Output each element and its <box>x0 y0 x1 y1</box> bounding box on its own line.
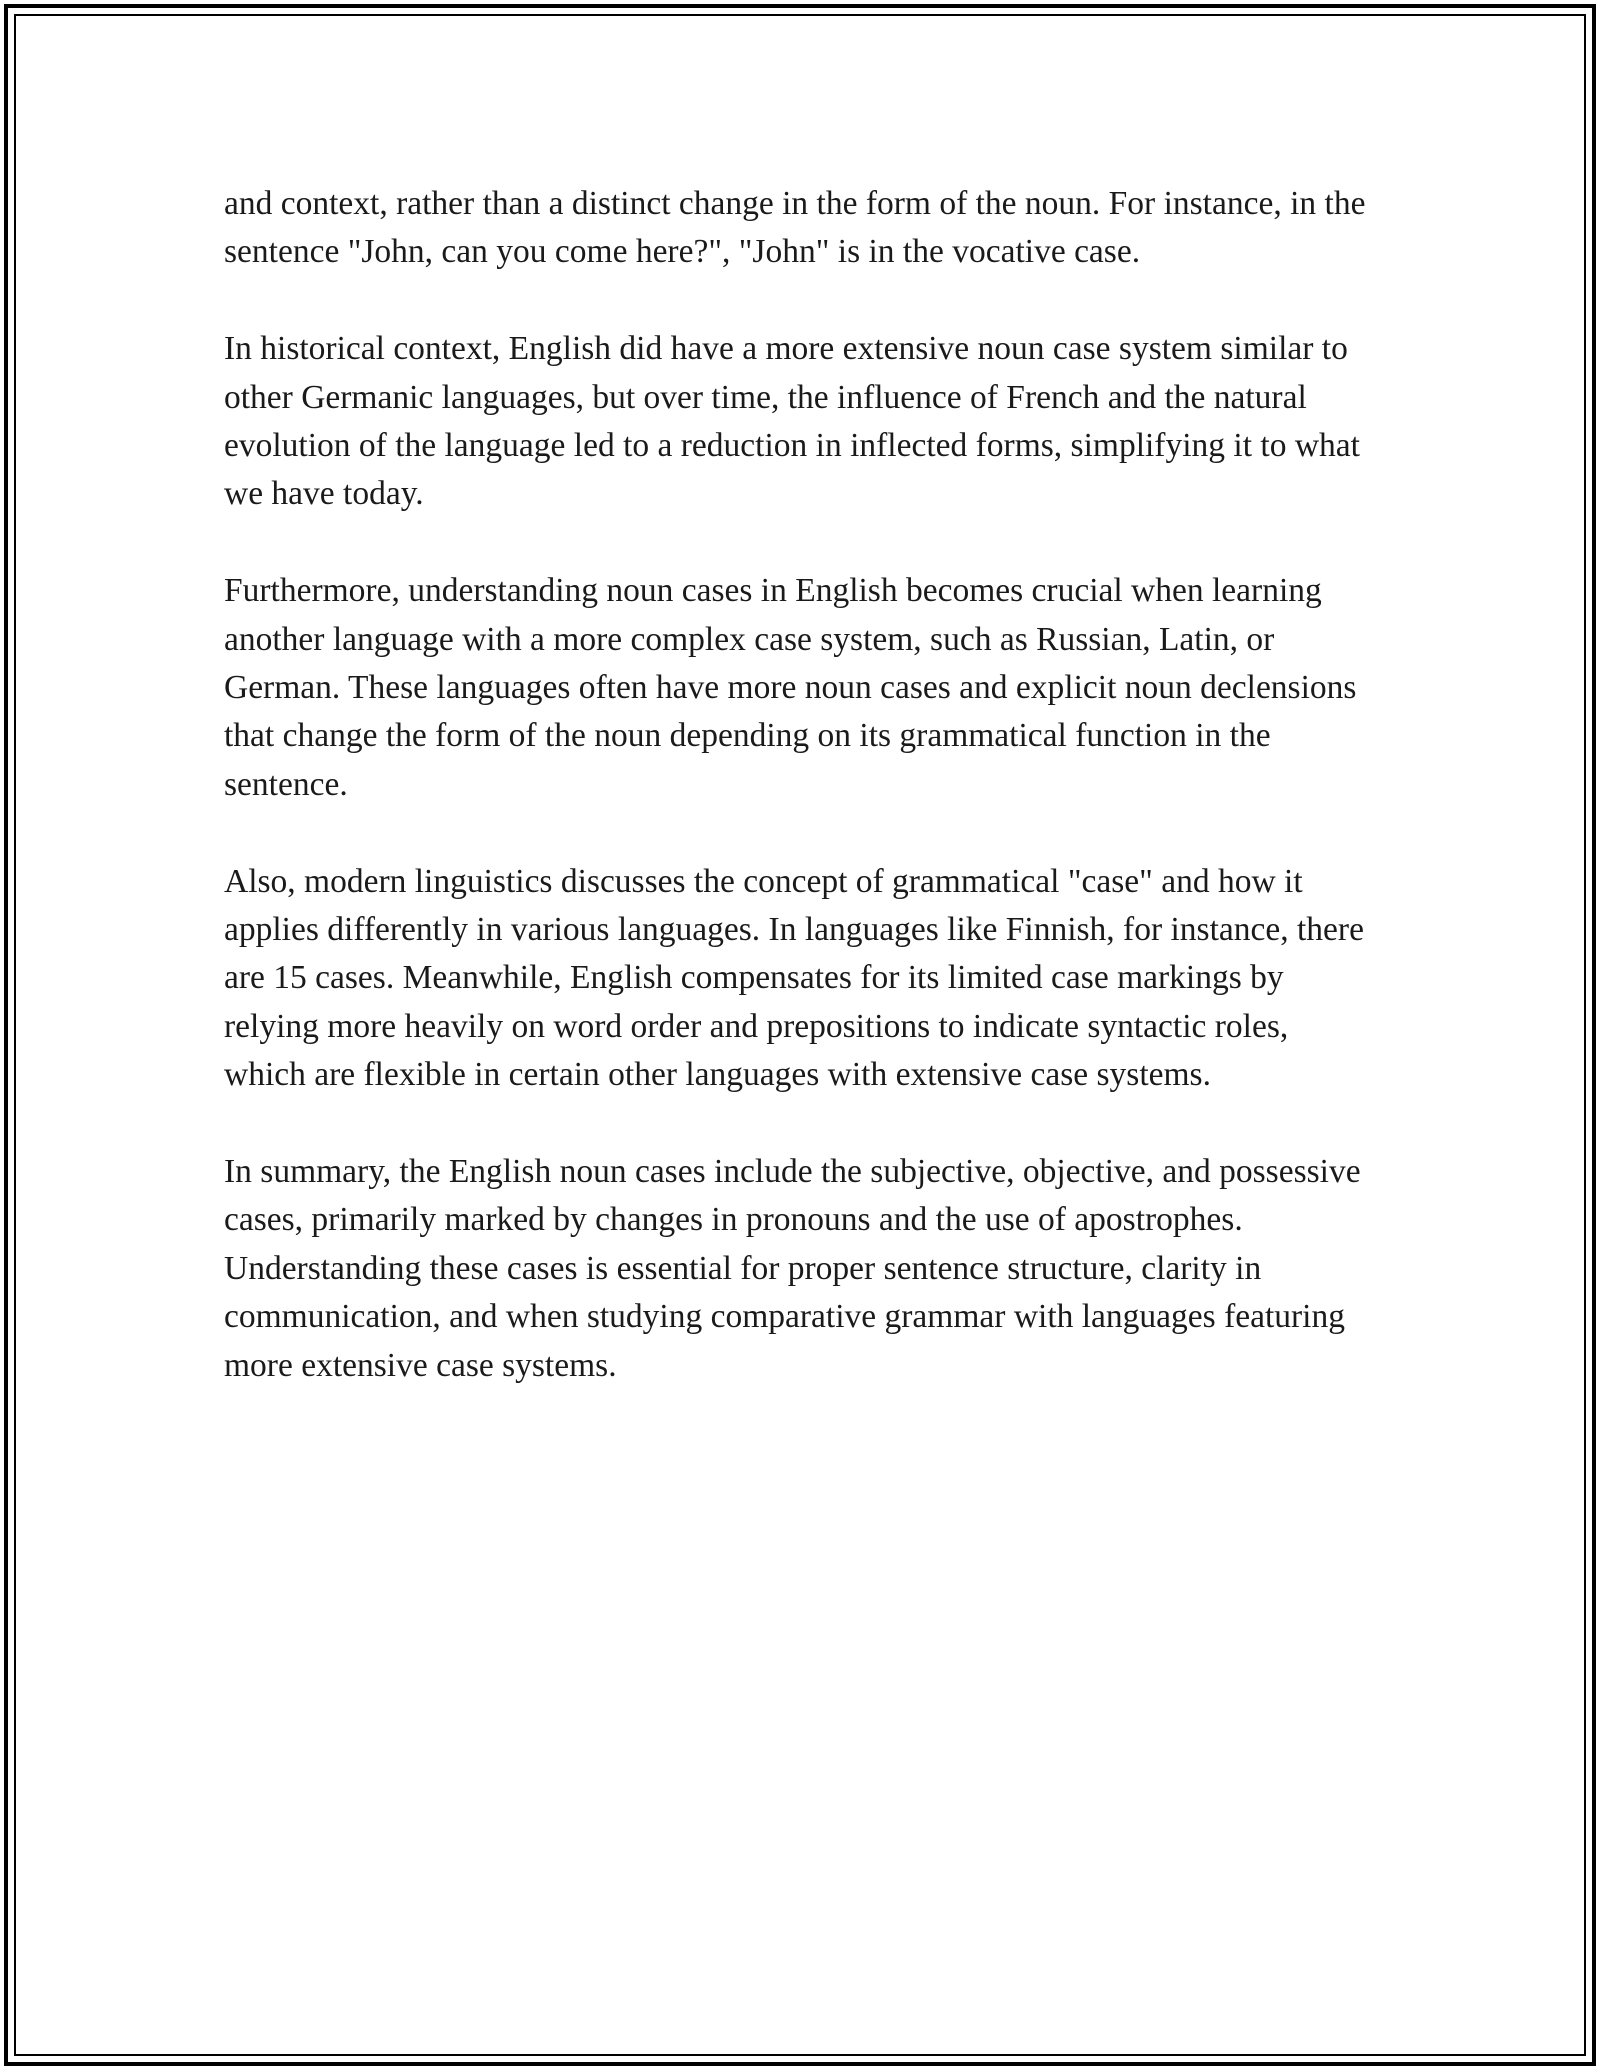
paragraph-historical-context: In historical context, English did have a more extensive noun case system similar to other Germanic languages, but over time, the influence of French and the natural evolution of the language led to a reduction in inflected forms, simplifying it to what we have today. <box>224 330 1360 513</box>
paragraph-learning-languages: Furthermore, understanding noun cases in English becomes crucial when learning another language with a more complex case system, such as Russian, Latin, or German. These languages often have more noun cases and explicit noun declensions that change the form of the noun depending on its grammatical function in the sentence. <box>224 572 1357 803</box>
paragraph-summary: In summary, the English noun cases include the subjective, objective, and possessive cases, primarily marked by changes in pronouns and the use of apostrophes. Understanding these cases is essential for proper sentence structure, clarity in communication, and when studying comparative grammar with languages featuring more extensive case systems. <box>224 1153 1361 1384</box>
document-body <box>224 180 1374 1438</box>
paragraph-modern-linguistics: Also, modern linguistics discusses the concept of grammatical "case" and how it applies differently in various languages. In languages like Finnish, for instance, there are 15 cases. Meanwhile, English compensates for its limited case markings by relying more heavily on word order and prepositions to indicate syntactic roles, which are flexible in certain other languages with extensive case systems. <box>224 862 1364 1094</box>
paragraph-vocative-case: and context, rather than a distinct change in the form of the noun. For instance, in the sentence "John, can you come here?", "John" is in the vocative case. <box>224 185 1366 271</box>
